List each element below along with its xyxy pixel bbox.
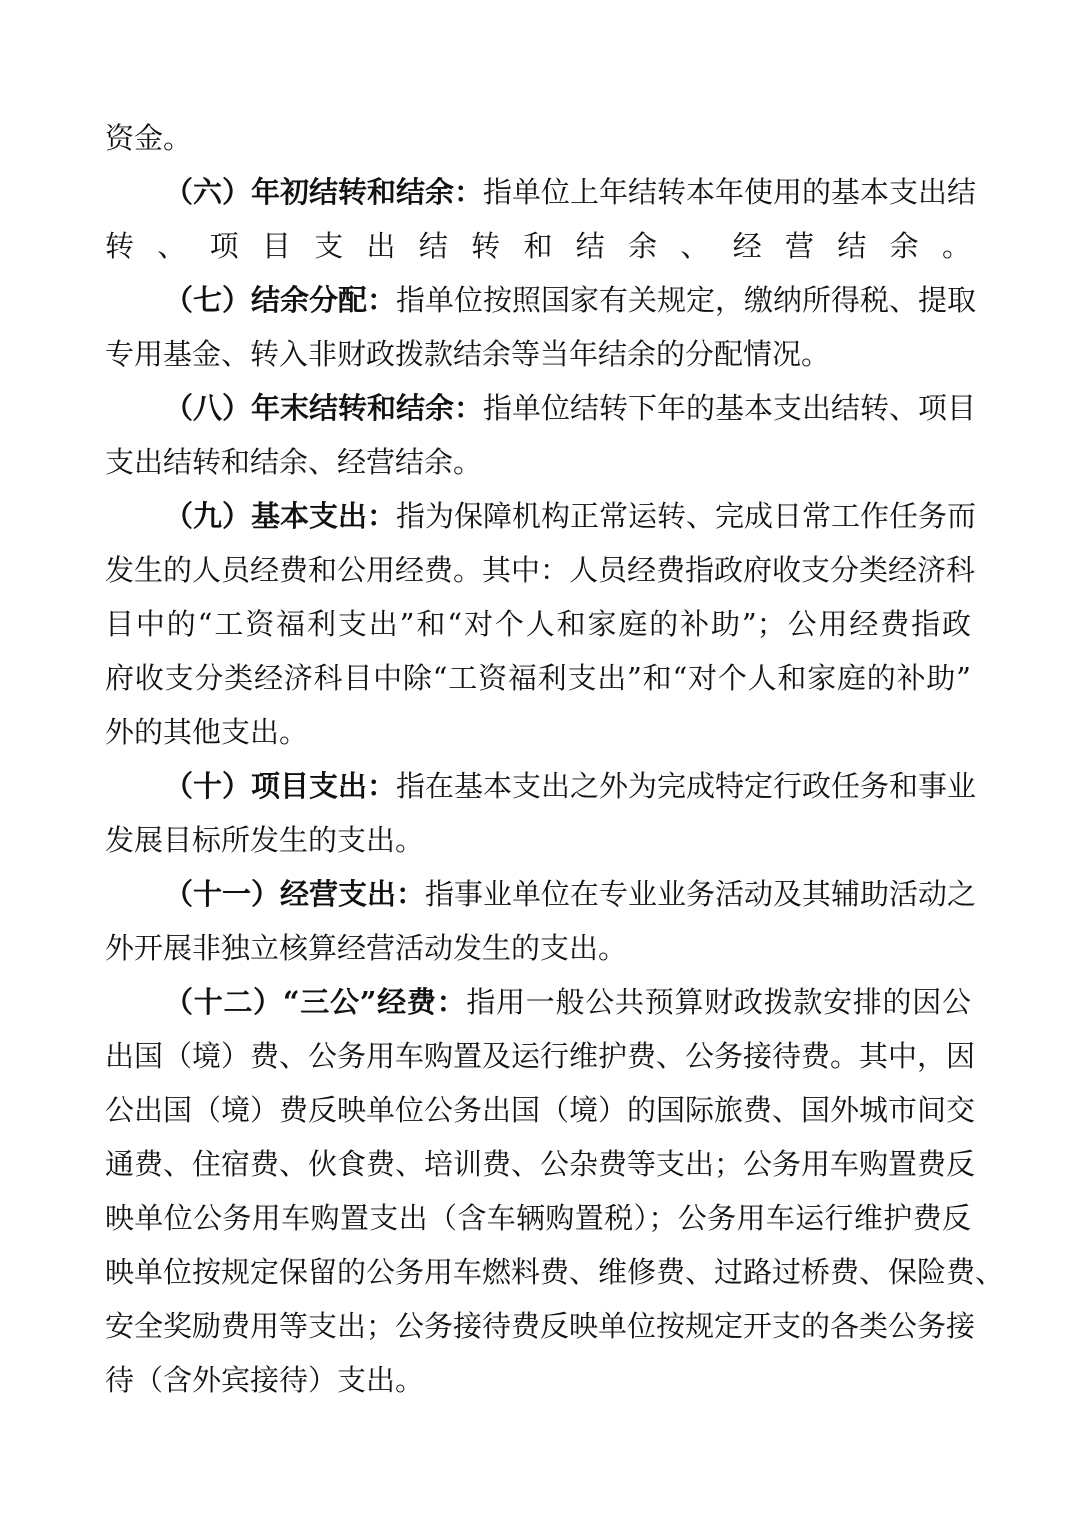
paragraph-3-line-0 <box>164 388 977 428</box>
body-text: 外开展非独立核算经营活动发生的支出。 <box>105 931 628 965</box>
paragraph-7-line-3 <box>105 1144 976 1184</box>
paragraph-1-line-0 <box>164 172 977 212</box>
section-heading-12: （十二）“三公”经费： <box>164 985 467 1019</box>
paragraph-3-line-1 <box>105 442 971 482</box>
body-text: 公出国（境）费反映单位公务出国（境）的国际旅费、国外城市间交 <box>105 1093 976 1127</box>
body-text: 指在基本支出之外为完成特定行政任务和事业 <box>396 769 977 803</box>
body-text: 映单位按规定保留的公务用车燃料费、维修费、过路过桥费、保险费、 <box>105 1255 1005 1289</box>
body-text: 外的其他支出。 <box>105 715 309 749</box>
body-text: 指为保障机构正常运转、完成日常工作任务而 <box>396 499 977 533</box>
paragraph-5-line-1 <box>105 820 971 860</box>
body-text: 专用基金、转入非财政拨款结余等当年结余的分配情况。 <box>105 337 831 371</box>
paragraph-4-line-1 <box>105 550 976 590</box>
body-text: 指单位上年结转本年使用的基本支出结 <box>483 175 977 209</box>
paragraph-4-line-3 <box>105 658 971 698</box>
body-text: 资金。 <box>105 121 193 155</box>
paragraph-4-line-2 <box>105 604 971 644</box>
paragraph-7-line-4 <box>105 1198 971 1238</box>
body-text: 发生的人员经费和公用经费。其中：人员经费指政府收支分类经济科 <box>105 553 976 587</box>
section-heading-8: （八）年末结转和结余： <box>164 391 484 425</box>
body-text: 待（含外宾接待）支出。 <box>105 1363 425 1397</box>
body-text: 出国（境）费、公务用车购置及运行维护费、公务接待费。其中，因 <box>105 1039 976 1073</box>
body-text: 发展目标所发生的支出。 <box>105 823 425 857</box>
body-text: 府收支分类经济科目中除“工资福利支出”和“对个人和家庭的补助” <box>105 661 971 695</box>
paragraph-2-line-1 <box>105 334 971 374</box>
paragraph-7-line-6 <box>105 1306 976 1346</box>
body-text: 转、项目支出结转和结余、经营结余。 <box>105 229 971 263</box>
paragraph-7-line-2 <box>105 1090 976 1130</box>
paragraph-4-line-4 <box>105 712 971 752</box>
paragraph-5-line-0 <box>164 766 977 806</box>
paragraph-2-line-0 <box>164 280 977 320</box>
section-heading-7: （七）结余分配： <box>164 283 397 317</box>
section-heading-6: （六）年初结转和结余： <box>164 175 484 209</box>
section-heading-10: （十）项目支出： <box>164 769 397 803</box>
body-text: 支出结转和结余、经营结余。 <box>105 445 483 479</box>
paragraph-6-line-0 <box>164 874 977 914</box>
paragraph-7-line-1 <box>105 1036 976 1076</box>
body-text: 指单位结转下年的基本支出结转、项目 <box>483 391 977 425</box>
paragraph-1-line-1 <box>105 226 971 266</box>
section-heading-9: （九）基本支出： <box>164 499 397 533</box>
body-text: 映单位公务用车购置支出（含车辆购置税）；公务用车运行维护费反 <box>105 1201 971 1235</box>
paragraph-4-line-0 <box>164 496 977 536</box>
body-text: 安全奖励费用等支出；公务接待费反映单位按规定开支的各类公务接 <box>105 1309 976 1343</box>
body-text: 指事业单位在专业业务活动及其辅助活动之 <box>425 877 977 911</box>
paragraph-0-line-0 <box>105 118 971 158</box>
paragraph-7-line-7 <box>105 1360 971 1400</box>
body-text: 指用一般公共预算财政拨款安排的因公 <box>466 985 971 1019</box>
paragraph-7-line-0 <box>164 982 971 1022</box>
paragraph-7-line-5 <box>105 1252 1005 1292</box>
body-text: 指单位按照国家有关规定，缴纳所得税、提取 <box>396 283 977 317</box>
section-heading-11: （十一）经营支出： <box>164 877 426 911</box>
paragraph-6-line-1 <box>105 928 971 968</box>
body-text: 通费、住宿费、伙食费、培训费、公杂费等支出；公务用车购置费反 <box>105 1147 976 1181</box>
body-text: 目中的“工资福利支出”和“对个人和家庭的补助”；公用经费指政 <box>105 607 971 641</box>
